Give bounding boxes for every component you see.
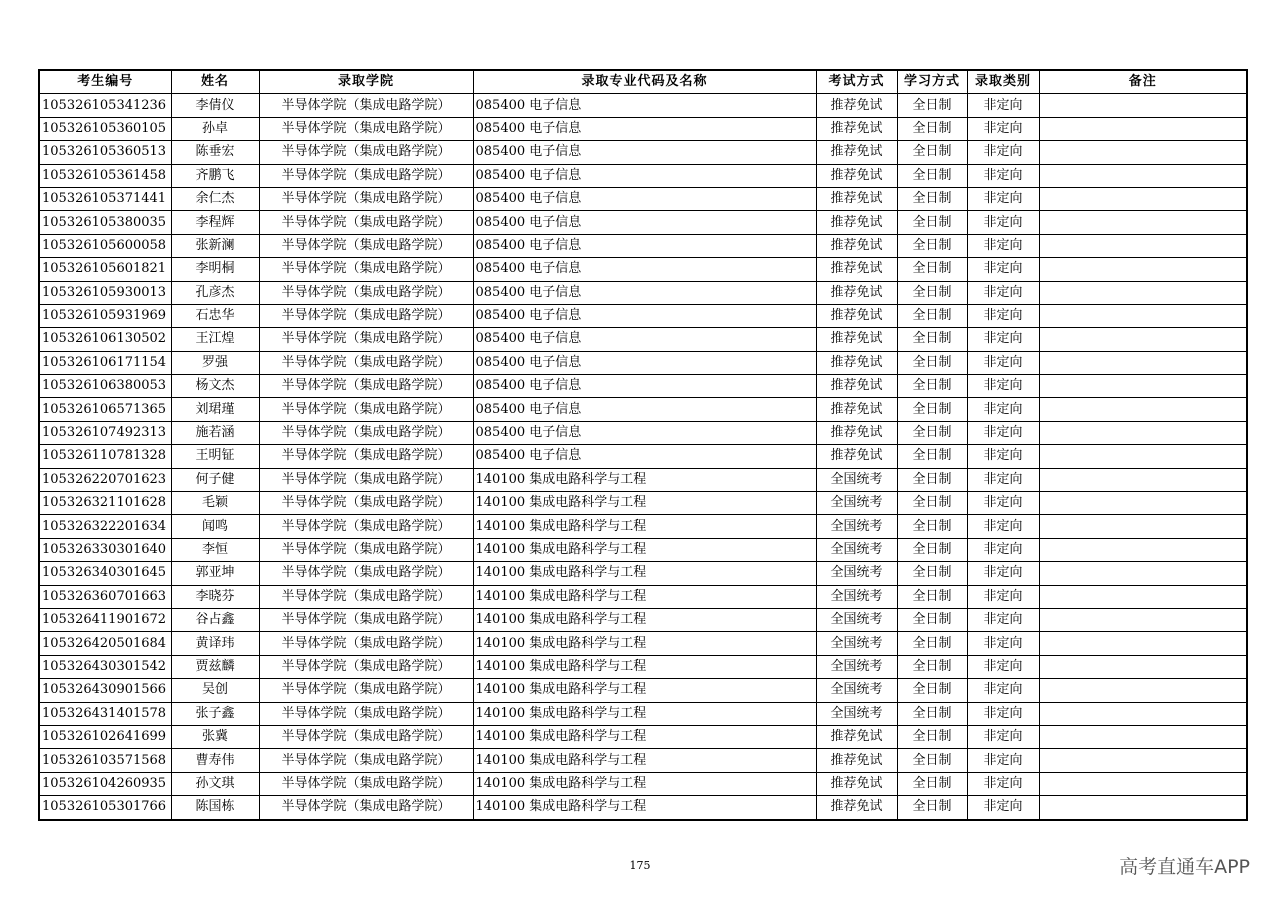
- cell-note: [1039, 164, 1247, 187]
- cell-candidate-id: 105326105600058: [39, 234, 171, 257]
- cell-major: 085400 电子信息: [473, 304, 816, 327]
- cell-candidate-id: 105326321101628: [39, 492, 171, 515]
- cell-major: 140100 集成电路科学与工程: [473, 679, 816, 702]
- cell-note: [1039, 702, 1247, 725]
- cell-college: 半导体学院（集成电路学院）: [259, 421, 473, 444]
- cell-note: [1039, 608, 1247, 631]
- cell-exam-mode: 全国统考: [816, 562, 897, 585]
- cell-candidate-id: 105326360701663: [39, 585, 171, 608]
- cell-college: 半导体学院（集成电路学院）: [259, 725, 473, 748]
- cell-college: 半导体学院（集成电路学院）: [259, 234, 473, 257]
- cell-name: 罗强: [171, 351, 259, 374]
- header-exam-mode: 考试方式: [816, 70, 897, 94]
- cell-name: 孔彦杰: [171, 281, 259, 304]
- cell-name: 李明桐: [171, 258, 259, 281]
- cell-study-mode: 全日制: [897, 398, 967, 421]
- cell-name: 贾兹麟: [171, 655, 259, 678]
- cell-note: [1039, 421, 1247, 444]
- cell-exam-mode: 推荐免试: [816, 281, 897, 304]
- cell-exam-mode: 推荐免试: [816, 772, 897, 795]
- cell-college: 半导体学院（集成电路学院）: [259, 585, 473, 608]
- table-row: [39, 164, 1247, 187]
- cell-study-mode: 全日制: [897, 772, 967, 795]
- cell-name: 张冀: [171, 725, 259, 748]
- cell-study-mode: 全日制: [897, 421, 967, 444]
- cell-name: 何子健: [171, 468, 259, 491]
- cell-exam-mode: 全国统考: [816, 585, 897, 608]
- cell-category: 非定向: [967, 141, 1039, 164]
- table-row: [39, 445, 1247, 468]
- cell-candidate-id: 105326430901566: [39, 679, 171, 702]
- cell-name: 余仁杰: [171, 187, 259, 210]
- cell-college: 半导体学院（集成电路学院）: [259, 141, 473, 164]
- cell-note: [1039, 211, 1247, 234]
- cell-category: 非定向: [967, 258, 1039, 281]
- cell-candidate-id: 105326106571365: [39, 398, 171, 421]
- cell-college: 半导体学院（集成电路学院）: [259, 772, 473, 795]
- cell-college: 半导体学院（集成电路学院）: [259, 538, 473, 561]
- cell-major: 085400 电子信息: [473, 328, 816, 351]
- cell-study-mode: 全日制: [897, 585, 967, 608]
- cell-category: 非定向: [967, 468, 1039, 491]
- cell-category: 非定向: [967, 796, 1039, 820]
- cell-candidate-id: 105326220701623: [39, 468, 171, 491]
- table-row: [39, 562, 1247, 585]
- cell-major: 140100 集成电路科学与工程: [473, 796, 816, 820]
- cell-study-mode: 全日制: [897, 468, 967, 491]
- cell-name: 李程辉: [171, 211, 259, 234]
- header-candidate-id: 考生编号: [39, 70, 171, 94]
- cell-exam-mode: 全国统考: [816, 492, 897, 515]
- cell-exam-mode: 推荐免试: [816, 421, 897, 444]
- cell-note: [1039, 772, 1247, 795]
- cell-category: 非定向: [967, 749, 1039, 772]
- cell-category: 非定向: [967, 398, 1039, 421]
- cell-exam-mode: 推荐免试: [816, 749, 897, 772]
- cell-exam-mode: 推荐免试: [816, 796, 897, 820]
- cell-study-mode: 全日制: [897, 164, 967, 187]
- cell-candidate-id: 105326110781328: [39, 445, 171, 468]
- cell-name: 施若涵: [171, 421, 259, 444]
- table-row: [39, 515, 1247, 538]
- cell-candidate-id: 105326330301640: [39, 538, 171, 561]
- header-major: 录取专业代码及名称: [473, 70, 816, 94]
- cell-major: 140100 集成电路科学与工程: [473, 772, 816, 795]
- cell-exam-mode: 全国统考: [816, 655, 897, 678]
- admission-table: [38, 69, 1248, 821]
- cell-study-mode: 全日制: [897, 211, 967, 234]
- table-row: [39, 492, 1247, 515]
- cell-study-mode: 全日制: [897, 492, 967, 515]
- cell-exam-mode: 推荐免试: [816, 164, 897, 187]
- cell-name: 李倩仪: [171, 94, 259, 117]
- cell-college: 半导体学院（集成电路学院）: [259, 398, 473, 421]
- cell-exam-mode: 推荐免试: [816, 211, 897, 234]
- cell-exam-mode: 全国统考: [816, 468, 897, 491]
- cell-category: 非定向: [967, 492, 1039, 515]
- cell-exam-mode: 推荐免试: [816, 304, 897, 327]
- cell-study-mode: 全日制: [897, 117, 967, 140]
- cell-college: 半导体学院（集成电路学院）: [259, 94, 473, 117]
- cell-name: 陈国栋: [171, 796, 259, 820]
- table-row: [39, 679, 1247, 702]
- cell-study-mode: 全日制: [897, 515, 967, 538]
- table-row: [39, 375, 1247, 398]
- cell-category: 非定向: [967, 702, 1039, 725]
- cell-candidate-id: 105326322201634: [39, 515, 171, 538]
- cell-candidate-id: 105326105931969: [39, 304, 171, 327]
- cell-candidate-id: 105326106380053: [39, 375, 171, 398]
- cell-major: 085400 电子信息: [473, 445, 816, 468]
- table-row: [39, 655, 1247, 678]
- cell-category: 非定向: [967, 562, 1039, 585]
- cell-college: 半导体学院（集成电路学院）: [259, 468, 473, 491]
- cell-category: 非定向: [967, 608, 1039, 631]
- cell-college: 半导体学院（集成电路学院）: [259, 492, 473, 515]
- cell-note: [1039, 538, 1247, 561]
- cell-study-mode: 全日制: [897, 94, 967, 117]
- table-row: [39, 796, 1247, 820]
- cell-major: 085400 电子信息: [473, 187, 816, 210]
- cell-candidate-id: 105326107492313: [39, 421, 171, 444]
- cell-name: 谷占鑫: [171, 608, 259, 631]
- cell-note: [1039, 749, 1247, 772]
- table-row: [39, 304, 1247, 327]
- table-row: [39, 702, 1247, 725]
- cell-category: 非定向: [967, 234, 1039, 257]
- cell-study-mode: 全日制: [897, 351, 967, 374]
- header-college: 录取学院: [259, 70, 473, 94]
- cell-name: 王明钲: [171, 445, 259, 468]
- cell-note: [1039, 281, 1247, 304]
- cell-major: 085400 电子信息: [473, 117, 816, 140]
- cell-study-mode: 全日制: [897, 328, 967, 351]
- cell-note: [1039, 234, 1247, 257]
- cell-college: 半导体学院（集成电路学院）: [259, 608, 473, 631]
- cell-category: 非定向: [967, 538, 1039, 561]
- cell-category: 非定向: [967, 772, 1039, 795]
- cell-major: 085400 电子信息: [473, 234, 816, 257]
- table-row: [39, 632, 1247, 655]
- cell-college: 半导体学院（集成电路学院）: [259, 187, 473, 210]
- cell-note: [1039, 655, 1247, 678]
- cell-note: [1039, 258, 1247, 281]
- cell-study-mode: 全日制: [897, 281, 967, 304]
- cell-candidate-id: 105326105371441: [39, 187, 171, 210]
- cell-name: 杨文杰: [171, 375, 259, 398]
- cell-candidate-id: 105326104260935: [39, 772, 171, 795]
- cell-note: [1039, 468, 1247, 491]
- cell-college: 半导体学院（集成电路学院）: [259, 117, 473, 140]
- cell-candidate-id: 105326105601821: [39, 258, 171, 281]
- cell-college: 半导体学院（集成电路学院）: [259, 164, 473, 187]
- cell-note: [1039, 679, 1247, 702]
- cell-major: 085400 电子信息: [473, 211, 816, 234]
- table-row: [39, 187, 1247, 210]
- cell-name: 陈垂宏: [171, 141, 259, 164]
- cell-major: 085400 电子信息: [473, 164, 816, 187]
- header-note: 备注: [1039, 70, 1247, 94]
- cell-name: 刘珺瑾: [171, 398, 259, 421]
- cell-college: 半导体学院（集成电路学院）: [259, 375, 473, 398]
- cell-category: 非定向: [967, 375, 1039, 398]
- cell-major: 085400 电子信息: [473, 281, 816, 304]
- cell-candidate-id: 105326102641699: [39, 725, 171, 748]
- header-category: 录取类别: [967, 70, 1039, 94]
- cell-study-mode: 全日制: [897, 608, 967, 631]
- page-number: 175: [629, 859, 651, 872]
- cell-category: 非定向: [967, 328, 1039, 351]
- table-row: [39, 141, 1247, 164]
- cell-exam-mode: 推荐免试: [816, 187, 897, 210]
- table-row: [39, 772, 1247, 795]
- cell-candidate-id: 105326105360513: [39, 141, 171, 164]
- cell-candidate-id: 105326106130502: [39, 328, 171, 351]
- cell-category: 非定向: [967, 304, 1039, 327]
- cell-note: [1039, 515, 1247, 538]
- header-study-mode: 学习方式: [897, 70, 967, 94]
- table-header: [39, 70, 1247, 94]
- cell-exam-mode: 推荐免试: [816, 351, 897, 374]
- cell-major: 140100 集成电路科学与工程: [473, 585, 816, 608]
- cell-major: 140100 集成电路科学与工程: [473, 538, 816, 561]
- cell-study-mode: 全日制: [897, 141, 967, 164]
- cell-major: 085400 电子信息: [473, 94, 816, 117]
- table-row: [39, 749, 1247, 772]
- cell-name: 张子鑫: [171, 702, 259, 725]
- watermark-text: 高考直通车APP: [1119, 856, 1250, 878]
- cell-study-mode: 全日制: [897, 187, 967, 210]
- cell-note: [1039, 141, 1247, 164]
- cell-study-mode: 全日制: [897, 749, 967, 772]
- table-row: [39, 211, 1247, 234]
- cell-note: [1039, 445, 1247, 468]
- cell-candidate-id: 105326340301645: [39, 562, 171, 585]
- cell-exam-mode: 推荐免试: [816, 94, 897, 117]
- cell-category: 非定向: [967, 679, 1039, 702]
- cell-note: [1039, 117, 1247, 140]
- cell-category: 非定向: [967, 632, 1039, 655]
- cell-study-mode: 全日制: [897, 234, 967, 257]
- cell-major: 085400 电子信息: [473, 375, 816, 398]
- cell-study-mode: 全日制: [897, 304, 967, 327]
- cell-category: 非定向: [967, 445, 1039, 468]
- cell-exam-mode: 全国统考: [816, 679, 897, 702]
- cell-college: 半导体学院（集成电路学院）: [259, 632, 473, 655]
- cell-major: 140100 集成电路科学与工程: [473, 749, 816, 772]
- cell-exam-mode: 推荐免试: [816, 328, 897, 351]
- cell-exam-mode: 推荐免试: [816, 375, 897, 398]
- cell-major: 140100 集成电路科学与工程: [473, 608, 816, 631]
- cell-category: 非定向: [967, 351, 1039, 374]
- cell-college: 半导体学院（集成电路学院）: [259, 328, 473, 351]
- cell-name: 郭亚坤: [171, 562, 259, 585]
- cell-candidate-id: 105326106171154: [39, 351, 171, 374]
- cell-note: [1039, 351, 1247, 374]
- cell-category: 非定向: [967, 725, 1039, 748]
- cell-candidate-id: 105326411901672: [39, 608, 171, 631]
- cell-college: 半导体学院（集成电路学院）: [259, 749, 473, 772]
- cell-name: 孙文琪: [171, 772, 259, 795]
- cell-study-mode: 全日制: [897, 375, 967, 398]
- cell-exam-mode: 全国统考: [816, 702, 897, 725]
- cell-candidate-id: 105326105930013: [39, 281, 171, 304]
- header-name: 姓名: [171, 70, 259, 94]
- cell-major: 140100 集成电路科学与工程: [473, 702, 816, 725]
- cell-category: 非定向: [967, 94, 1039, 117]
- cell-exam-mode: 推荐免试: [816, 141, 897, 164]
- table-row: [39, 725, 1247, 748]
- cell-candidate-id: 105326430301542: [39, 655, 171, 678]
- table-row: [39, 117, 1247, 140]
- cell-major: 085400 电子信息: [473, 141, 816, 164]
- cell-study-mode: 全日制: [897, 562, 967, 585]
- cell-major: 085400 电子信息: [473, 351, 816, 374]
- cell-name: 李恒: [171, 538, 259, 561]
- cell-note: [1039, 725, 1247, 748]
- cell-category: 非定向: [967, 585, 1039, 608]
- cell-study-mode: 全日制: [897, 258, 967, 281]
- table-row: [39, 281, 1247, 304]
- cell-candidate-id: 105326105380035: [39, 211, 171, 234]
- cell-category: 非定向: [967, 164, 1039, 187]
- table-row: [39, 234, 1247, 257]
- cell-note: [1039, 562, 1247, 585]
- cell-college: 半导体学院（集成电路学院）: [259, 258, 473, 281]
- cell-candidate-id: 105326431401578: [39, 702, 171, 725]
- cell-category: 非定向: [967, 421, 1039, 444]
- cell-major: 085400 电子信息: [473, 421, 816, 444]
- cell-study-mode: 全日制: [897, 538, 967, 561]
- cell-college: 半导体学院（集成电路学院）: [259, 445, 473, 468]
- cell-major: 140100 集成电路科学与工程: [473, 492, 816, 515]
- cell-name: 毛颖: [171, 492, 259, 515]
- cell-exam-mode: 推荐免试: [816, 725, 897, 748]
- cell-major: 140100 集成电路科学与工程: [473, 562, 816, 585]
- cell-name: 王江煌: [171, 328, 259, 351]
- cell-college: 半导体学院（集成电路学院）: [259, 211, 473, 234]
- header-row: [39, 70, 1247, 94]
- cell-note: [1039, 492, 1247, 515]
- cell-note: [1039, 375, 1247, 398]
- cell-candidate-id: 105326103571568: [39, 749, 171, 772]
- cell-major: 140100 集成电路科学与工程: [473, 725, 816, 748]
- cell-college: 半导体学院（集成电路学院）: [259, 281, 473, 304]
- table-row: [39, 398, 1247, 421]
- cell-exam-mode: 推荐免试: [816, 234, 897, 257]
- cell-note: [1039, 304, 1247, 327]
- cell-college: 半导体学院（集成电路学院）: [259, 655, 473, 678]
- cell-study-mode: 全日制: [897, 655, 967, 678]
- cell-candidate-id: 105326105361458: [39, 164, 171, 187]
- table-row: [39, 421, 1247, 444]
- cell-exam-mode: 全国统考: [816, 632, 897, 655]
- table-row: [39, 538, 1247, 561]
- cell-note: [1039, 94, 1247, 117]
- cell-name: 齐鹏飞: [171, 164, 259, 187]
- cell-college: 半导体学院（集成电路学院）: [259, 679, 473, 702]
- table-row: [39, 585, 1247, 608]
- cell-category: 非定向: [967, 211, 1039, 234]
- cell-college: 半导体学院（集成电路学院）: [259, 796, 473, 820]
- cell-college: 半导体学院（集成电路学院）: [259, 702, 473, 725]
- cell-exam-mode: 推荐免试: [816, 445, 897, 468]
- cell-candidate-id: 105326105301766: [39, 796, 171, 820]
- cell-study-mode: 全日制: [897, 679, 967, 702]
- table-row: [39, 258, 1247, 281]
- cell-study-mode: 全日制: [897, 445, 967, 468]
- cell-study-mode: 全日制: [897, 702, 967, 725]
- cell-college: 半导体学院（集成电路学院）: [259, 304, 473, 327]
- cell-study-mode: 全日制: [897, 796, 967, 820]
- cell-name: 闻鸣: [171, 515, 259, 538]
- cell-major: 140100 集成电路科学与工程: [473, 468, 816, 491]
- cell-name: 吴创: [171, 679, 259, 702]
- table-row: [39, 351, 1247, 374]
- cell-college: 半导体学院（集成电路学院）: [259, 562, 473, 585]
- table-row: [39, 328, 1247, 351]
- cell-name: 黄译玮: [171, 632, 259, 655]
- cell-major: 085400 电子信息: [473, 398, 816, 421]
- cell-note: [1039, 632, 1247, 655]
- cell-note: [1039, 585, 1247, 608]
- cell-note: [1039, 398, 1247, 421]
- cell-note: [1039, 796, 1247, 820]
- cell-name: 孙卓: [171, 117, 259, 140]
- cell-exam-mode: 推荐免试: [816, 258, 897, 281]
- cell-category: 非定向: [967, 281, 1039, 304]
- cell-candidate-id: 105326105341236: [39, 94, 171, 117]
- cell-exam-mode: 全国统考: [816, 608, 897, 631]
- cell-college: 半导体学院（集成电路学院）: [259, 515, 473, 538]
- cell-category: 非定向: [967, 655, 1039, 678]
- table-body: [39, 94, 1247, 820]
- cell-candidate-id: 105326420501684: [39, 632, 171, 655]
- cell-major: 140100 集成电路科学与工程: [473, 655, 816, 678]
- cell-name: 石忠华: [171, 304, 259, 327]
- cell-note: [1039, 187, 1247, 210]
- cell-name: 李晓芬: [171, 585, 259, 608]
- cell-category: 非定向: [967, 515, 1039, 538]
- cell-study-mode: 全日制: [897, 632, 967, 655]
- cell-category: 非定向: [967, 187, 1039, 210]
- cell-major: 085400 电子信息: [473, 258, 816, 281]
- table-row: [39, 94, 1247, 117]
- cell-name: 张新澜: [171, 234, 259, 257]
- cell-note: [1039, 328, 1247, 351]
- cell-exam-mode: 全国统考: [816, 515, 897, 538]
- cell-exam-mode: 全国统考: [816, 538, 897, 561]
- table-row: [39, 608, 1247, 631]
- cell-major: 140100 集成电路科学与工程: [473, 515, 816, 538]
- cell-study-mode: 全日制: [897, 725, 967, 748]
- cell-college: 半导体学院（集成电路学院）: [259, 351, 473, 374]
- cell-exam-mode: 推荐免试: [816, 117, 897, 140]
- cell-name: 曹寿伟: [171, 749, 259, 772]
- cell-exam-mode: 推荐免试: [816, 398, 897, 421]
- table-row: [39, 468, 1247, 491]
- cell-major: 140100 集成电路科学与工程: [473, 632, 816, 655]
- cell-category: 非定向: [967, 117, 1039, 140]
- cell-candidate-id: 105326105360105: [39, 117, 171, 140]
